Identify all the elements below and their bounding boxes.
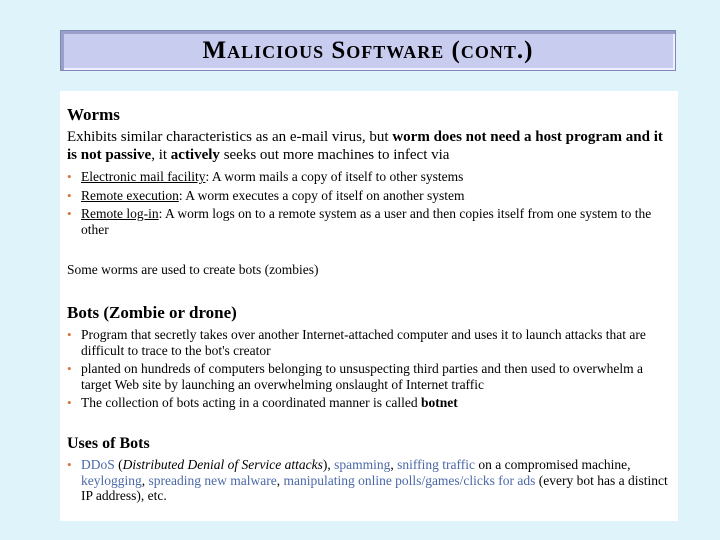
text: on a compromised machine,	[474, 457, 631, 472]
uses-bullet-list	[67, 457, 671, 507]
text: (	[114, 457, 123, 472]
worms-heading: Worms	[67, 105, 120, 124]
slide-title: Malicious Software (cont.)	[202, 36, 534, 64]
bullet-text: : A worm executes a copy of itself on another system	[178, 187, 465, 203]
list-item	[67, 457, 671, 504]
worms-intro-text-2: , it	[151, 147, 171, 163]
content-panel	[60, 91, 678, 521]
ddos-expansion: Distributed Denial of Service attacks	[122, 457, 323, 472]
list-item: • Program that secretly takes over another Internet-attached computer and uses it to launch attacks that are difficult to trace to the bot's creator	[67, 327, 671, 358]
worms-intro-text-1: Exhibits similar characteristics as an e-mail virus, but	[67, 129, 393, 145]
text: ,	[276, 472, 284, 488]
bullet-text: : A worm mails a copy of itself to other systems	[205, 169, 464, 184]
text: ,	[390, 457, 398, 472]
worms-intro-text-3: seeks out more machines to infect via	[219, 147, 450, 163]
bullet-term: Remote execution	[81, 187, 179, 203]
uses-heading: Uses of Bots	[67, 435, 150, 452]
ddos-term: DDoS	[81, 457, 115, 472]
worms-intro-bold-2: actively	[170, 147, 220, 163]
list-item	[67, 206, 671, 237]
botnet-term: botnet	[421, 395, 458, 410]
worms-note: Some worms are used to create bots (zombies)	[67, 262, 319, 277]
bots-heading: Bots (Zombie or drone)	[67, 303, 237, 322]
bots-bullet-list	[67, 327, 671, 414]
bullet-text: The collection of bots acting in a coordinated manner is called	[81, 395, 422, 410]
bullet-term: Remote log-in	[81, 206, 159, 221]
worms-bullet-list	[67, 169, 671, 240]
list-item	[67, 169, 671, 185]
text: ,	[141, 472, 149, 488]
worms-intro-bold-1: worm does not need a host program and it is not passive	[67, 129, 663, 163]
title-bar	[60, 30, 676, 71]
keylogging-term: keylogging	[81, 472, 142, 488]
bullet-term: Electronic mail facility	[81, 169, 206, 184]
sniffing-term: sniffing traffic	[397, 457, 475, 472]
list-item	[67, 395, 671, 411]
text: ),	[322, 457, 335, 472]
list-item	[67, 188, 671, 204]
spamming-term: spamming	[334, 457, 391, 472]
malware-term: spreading new malware	[148, 472, 277, 488]
worms-intro	[67, 128, 671, 164]
bullet-text: : A worm logs on to a remote system as a user and then copies itself from one system to the other	[81, 206, 652, 237]
text: (every bot has a distinct IP address), etc.	[81, 472, 668, 503]
polls-term: manipulating online polls/games/clicks for ads	[283, 472, 536, 488]
list-item: • planted on hundreds of computers belonging to unsuspecting third parties and then used to overwhelm a target Web site by launching an overwhelming onslaught of Internet traffic	[67, 361, 671, 392]
